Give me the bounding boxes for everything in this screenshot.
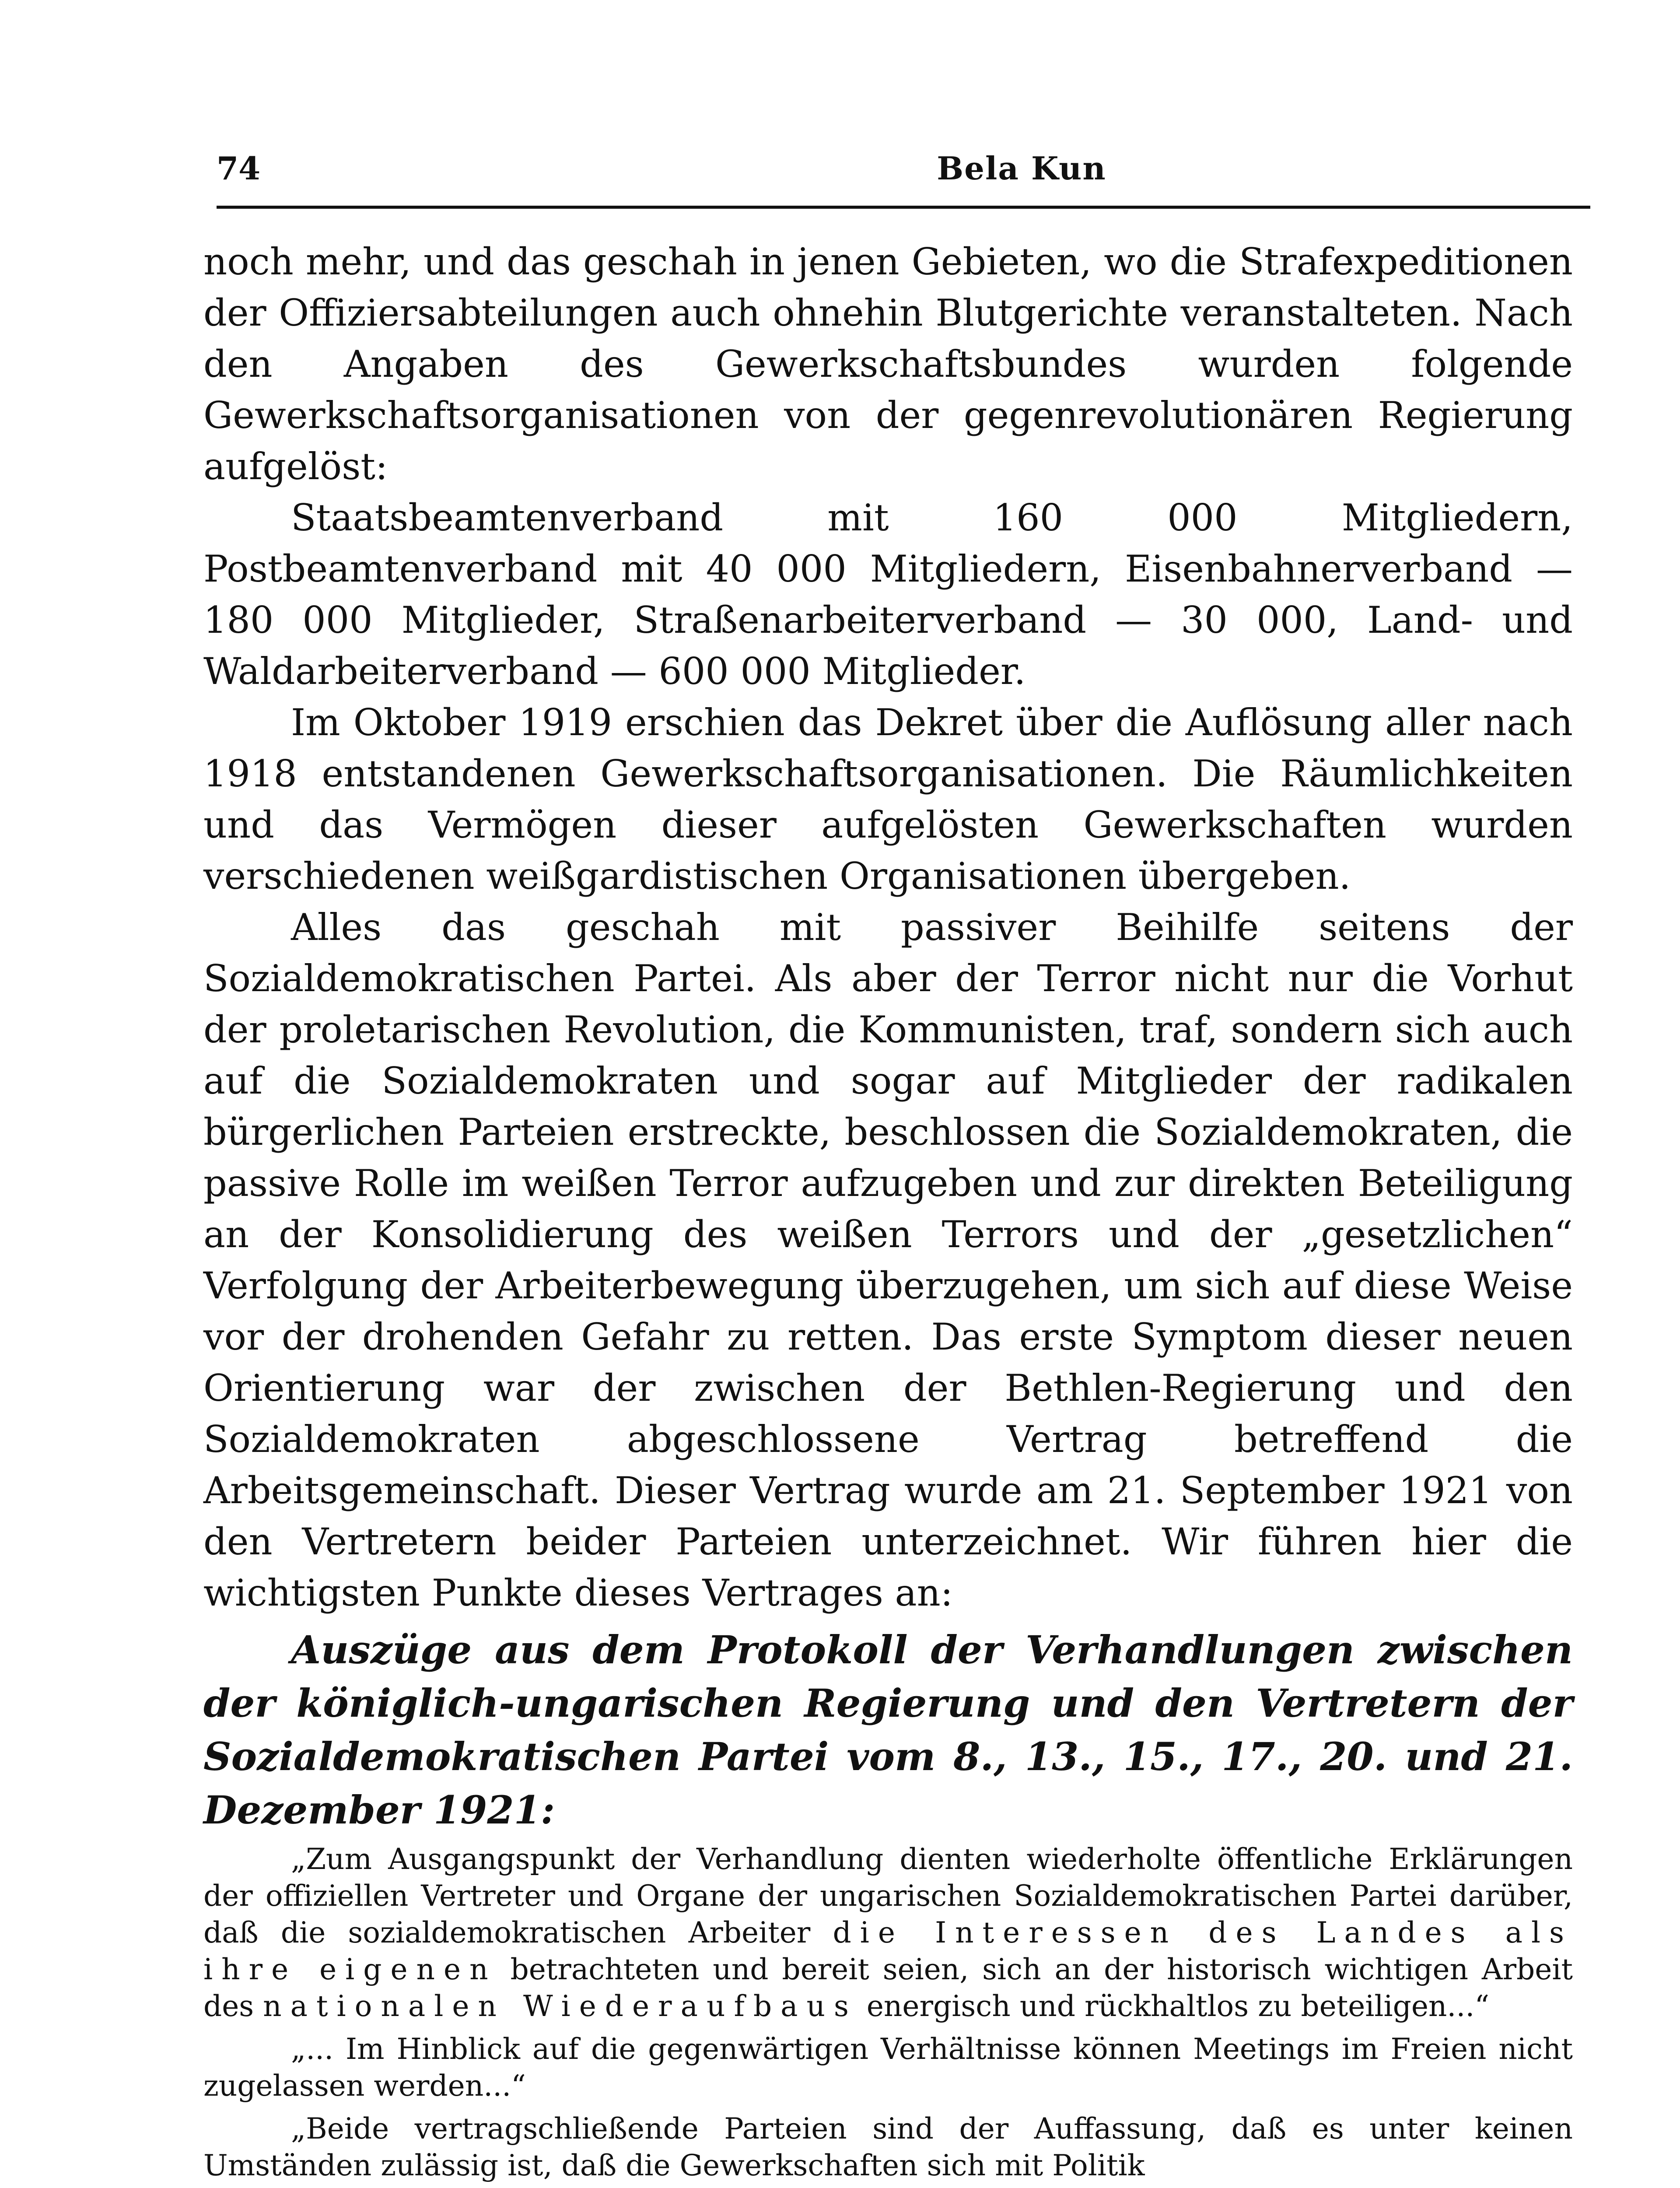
quote-1-middle: betrachteten und bereit seien, sich an der historisch wichtigen Arbeit des — [203, 1953, 1573, 2023]
quote-2: „... Im Hinblick auf die gegenwärtigen Verhältnisse können Meetings im Freien nicht zugelassen werden...“ — [203, 2032, 1573, 2103]
quote-1-start: „Zum Ausgangspunkt der Verhandlung dienten wiederholte öffentliche Erklärungen der offiziellen Vertreter und Organe der ungarischen Sozialdemokratischen Partei darüber, daß die sozialdemokratischen Arbeiter — [203, 1842, 1573, 1950]
quote-1 — [203, 1841, 1573, 2025]
paragraph-union-list: Staatsbeamtenverband mit 160 000 Mitgliedern, Postbeamtenverband mit 40 000 Mitgliedern, Eisenbahnerverband — 180 000 Mitglieder, Straßenarbeiterverband — 30 000, Land- und Waldarbeiterverband — 600 000 Mitglieder. — [203, 496, 1573, 693]
quote-1-spaced-phrase-1: die Interessen des Landes als ihre eigenen — [203, 1916, 1573, 1986]
quote-1-end: energisch und rückhaltlos zu beteiligen...“ — [857, 1989, 1490, 2023]
running-head: Bela Kun — [937, 150, 1106, 187]
quote-3: „Beide vertragschließende Parteien sind der Auffassung, daß es unter keinen Umständen zulässig ist, daß die Gewerkschaften sich mit Politik — [203, 2112, 1573, 2182]
body-text — [203, 236, 1573, 2184]
protocol-heading: Auszüge aus dem Protokoll der Verhandlungen zwischen der königlich-ungarischen Regierung und den Vertretern der Sozialdemokratischen Partei vom 8., 13., 15., 17., 20. und 21. Dezember 1921: — [203, 1627, 1573, 1833]
quote-1-spaced-phrase-2: nationalen Wiederaufbaus — [263, 1989, 858, 2023]
paragraph-1: noch mehr, und das geschah in jenen Gebieten, wo die Strafexpeditionen der Offiziersabteilungen auch ohnehin Blutgerichte veranstalteten. Nach den Angaben des Gewerkschaftsbundes wurden folgende Gewerkschaftsorganisationen von der gegenrevolutionären Regierung aufgelöst: — [203, 240, 1573, 488]
header-rule — [217, 206, 1590, 209]
page-header — [217, 144, 1590, 193]
paragraph-3: Im Oktober 1919 erschien das Dekret über die Auflösung aller nach 1918 entstandenen Gewerkschaftsorganisationen. Die Räumlichkeiten und das Vermögen dieser aufgelösten Gewerkschaften wurden verschiedenen weißgardistischen Organisationen übergeben. — [203, 701, 1573, 898]
page-number: 74 — [217, 150, 261, 187]
paragraph-4: Alles das geschah mit passiver Beihilfe seitens der Sozialdemokratischen Partei. Als aber der Terror nicht nur die Vorhut der proletarischen Revolution, die Kommunisten, traf, sondern sich auch auf die Sozialdemokraten und sogar auf Mitglieder der radikalen bürgerlichen Parteien erstreckte, beschlossen die Sozialdemokraten, die passive Rolle im weißen Terror aufzugeben und zur direkten Beteiligung an der Konsolidierung des weißen Terrors und der „gesetzlichen“ Verfolgung der Arbeiterbewegung überzugehen, um sich auf diese Weise vor der drohenden Gefahr zu retten. Das erste Symptom dieser neuen Orientierung war der zwischen der Bethlen-Regierung und den Sozialdemokraten abgeschlossene Vertrag betreffend die Arbeitsgemeinschaft. Dieser Vertrag wurde am 21. September 1921 von den Vertretern beider Parteien unterzeichnet. Wir führen hier die wichtigsten Punkte dieses Vertrages an: — [203, 906, 1573, 1614]
